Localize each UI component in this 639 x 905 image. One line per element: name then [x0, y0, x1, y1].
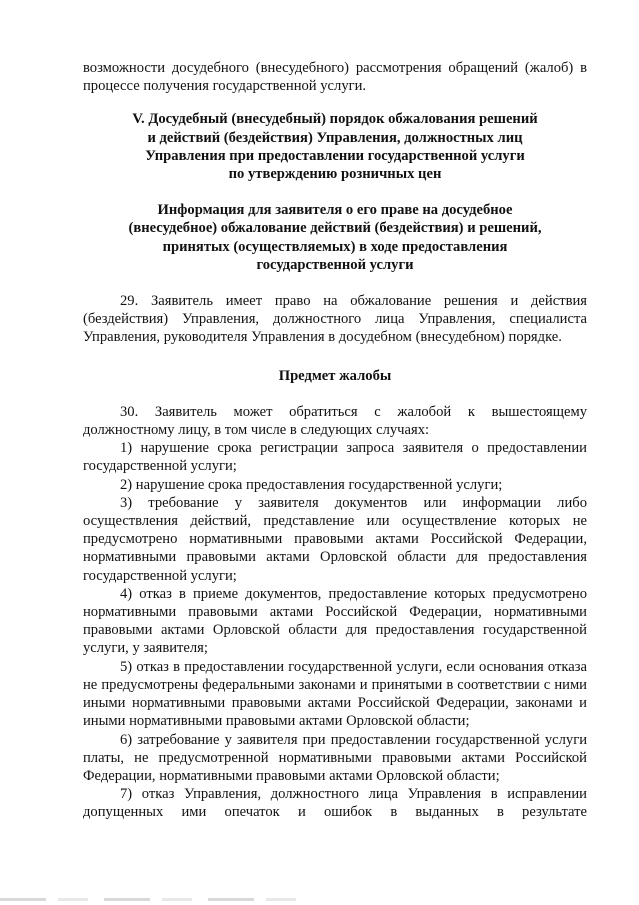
document-page	[83, 59, 587, 822]
subject-title: Предмет жалобы	[278, 367, 392, 384]
section-title-line: по утверждению розничных цен	[228, 166, 442, 183]
list-item: 7) отказ Управления, должностного лица Управления в исправлении допущенных ими опечаток и ошибок в выданных в результате	[83, 786, 587, 821]
list-item: 2) нарушение срока предоставления государственной услуги;	[120, 476, 503, 493]
section-title-line: V. Досудебный (внесудебный) порядок обжалования решений	[132, 111, 538, 128]
list-item: 6) затребование у заявителя при предоставлении государственной услуги платы, не предусмотренной нормативными правовыми актами Российской Федерации, нормативными правовыми актами Орловской области;	[83, 731, 587, 784]
info-title-line: принятых (осуществляемых) в ходе предоставления	[162, 238, 508, 255]
scan-artifact	[0, 898, 300, 901]
paragraph-30: 30. Заявитель может обратиться с жалобой к вышестоящему должностному лицу, в том числе в следующих случаях:	[83, 403, 587, 439]
intro-paragraph: возможности досудебного (внесудебного) рассмотрения обращений (жалоб) в процессе получения государственной услуги.	[83, 60, 587, 95]
info-title-line: Информация для заявителя о его праве на досудебное	[157, 202, 513, 219]
list-item: 1) нарушение срока регистрации запроса заявителя о предоставлении государственной услуги;	[83, 440, 587, 475]
section-title-line: Управления при предоставлении государственной услуги	[145, 147, 525, 164]
info-title-line: государственной услуги	[256, 256, 414, 273]
section-title	[83, 110, 587, 183]
list-item: 3) требование у заявителя документов или информации либо осуществления действий, представление или осуществление которых не предусмотрено нормативными правовыми актами Российской Федерации, нормативными правовыми актами Орловской области для предоставления государственной услуги;	[83, 494, 587, 584]
list-item: 4) отказ в приеме документов, предоставление которых предусмотрено нормативными правовыми актами Российской Федерации, нормативными правовыми актами Орловской области для предоставления государственной услуги, у заявителя;	[83, 585, 587, 657]
paragraph-29: 29. Заявитель имеет право на обжалование решения и действия (бездействия) Управления, должностного лица Управления, специалиста Управления, руководителя Управления в досудебном (внесудебном) порядке.	[83, 293, 587, 346]
info-title	[83, 201, 587, 274]
section-title-line: и действий (бездействия) Управления, должностных лиц	[147, 129, 523, 146]
list-item: 5) отказ в предоставлении государственной услуги, если основания отказа не предусмотрены федеральными законами и принятыми в соответствии с ними иными нормативными правовыми актами Российской Федерации, законами и иными нормативными правовыми актами Орловской области;	[83, 658, 587, 730]
info-title-line: (внесудебное) обжалование действий (бездействия) и решений,	[128, 220, 542, 237]
